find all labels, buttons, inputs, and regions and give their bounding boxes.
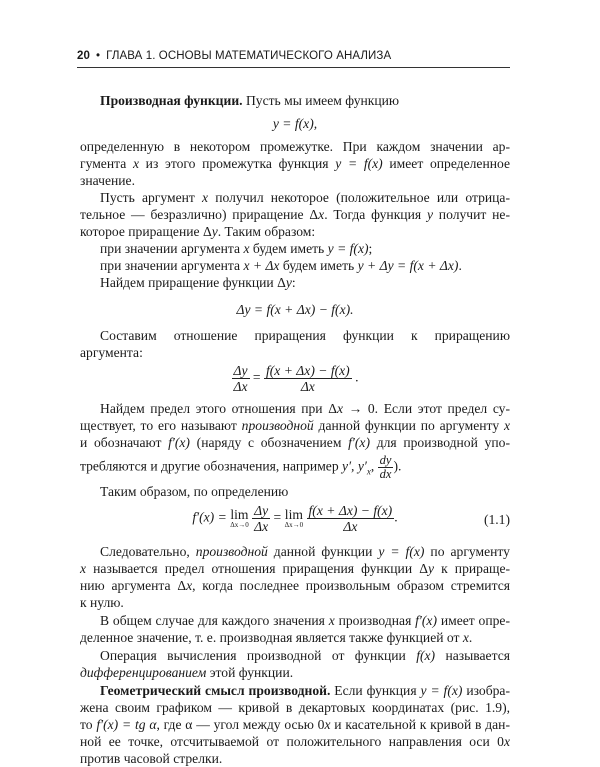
paragraph-line: при значении аргумента x будем иметь y = f(x);	[100, 241, 373, 256]
paragraph-line: жена своим графиком — кривой в декартовых координатах (рис. 1.9),	[80, 700, 510, 715]
term-differentiation: дифференцированием	[80, 665, 207, 680]
header-bullet: •	[96, 50, 101, 62]
paragraph-line: то f′(x) = tg α, где α — угол между осью 0x и касательной к кривой в дан-	[80, 717, 510, 732]
paragraph-line: требляются и другие обозначения, например y′, $y'_x$, $\frac{dy}{dx}$ ).	[80, 453, 402, 481]
paragraph-line: аргумента:	[80, 345, 143, 360]
paragraph-line: ной ее точке, отсчитываемой от положительного направления оси 0x	[80, 734, 510, 749]
paragraph-line: которое приращение Δy. Таким образом:	[80, 224, 316, 239]
paragraph-line: Составим отношение приращения функции к приращению	[100, 328, 510, 343]
paragraph-line: тельное — безразлично) приращение Δx. Тогда функция y получит не-	[80, 207, 510, 222]
paragraph-line: Найдем приращение функции Δy:	[100, 275, 296, 290]
paragraph-line: x называется предел отношения приращения функции Δy к прираще-	[80, 561, 511, 576]
paragraph-line: В общем случае для каждого значения x производная f′(x) имеет опре-	[100, 613, 510, 628]
page-number: 20	[77, 50, 90, 62]
paragraph-line: дифференцированием этой функции.	[80, 665, 294, 680]
term-derivative: производной	[241, 418, 314, 433]
paragraph-line: Пусть аргумент x получил некоторое (положительное или отрица-	[100, 190, 510, 205]
equation-ratio: $\frac{\Delta y}{\Delta x}$ = $\frac{f(x + \Delta x) - f(x)}{\Delta x}$ .	[233, 363, 359, 394]
paragraph-line: гумента x из этого промежутка функция y = f(x) имеет определенное	[80, 156, 510, 171]
paragraph-line: к нулю.	[80, 595, 124, 610]
paragraph-line: Найдем предел этого отношения при Δx → 0. Если этот предел су-	[100, 401, 510, 416]
paragraph-line: определенную в некотором промежутке. При каждом значении ар-	[80, 139, 510, 154]
equation-y-fx: y = f(x),	[272, 116, 318, 131]
equation-number: (1.1)	[483, 512, 510, 527]
header-rule	[77, 67, 510, 68]
paragraph-line: против часовой стрелки.	[80, 751, 223, 766]
paragraph-line: деленное значение, т. е. производная является также функцией от x.	[80, 630, 473, 645]
paragraph-line: Геометрический смысл производной. Если функция y = f(x) изобра-	[100, 683, 510, 698]
running-header	[77, 50, 510, 62]
section-heading: Производная функции.	[100, 93, 243, 108]
section-heading-line: Производная функции. Пусть мы имеем функцию	[100, 93, 400, 108]
paragraph-line: Операция вычисления производной от функции f(x) называется	[100, 648, 510, 663]
equation-derivative-definition: f′(x) = lim Δx→0 $\frac{\Delta y}{\Delta x}$ = lim Δx→0 $\frac{f(x + \Delta x) - f(x)}{\Delta x}$ .	[192, 503, 398, 534]
paragraph-line: и обозначают f′(x) (наряду с обозначением f′(x) для производной упо-	[80, 435, 510, 450]
paragraph-line: ществует, то его называют производной данной функции по аргументу x	[80, 418, 510, 433]
section-heading: Геометрический смысл производной.	[100, 683, 331, 698]
equation-delta-y: Δy = f(x + Δx) − f(x).	[236, 302, 354, 317]
paragraph-line: значение.	[80, 173, 135, 188]
paragraph-line: нию аргумента Δx, когда последнее произвольным образом стремится	[80, 578, 510, 593]
term-derivative: производной	[195, 544, 268, 559]
paragraph-line: при значении аргумента x + Δx будем иметь y + Δy = f(x + Δx).	[100, 258, 462, 273]
paragraph-line: Таким образом, по определению	[100, 484, 289, 499]
chapter-title: ГЛАВА 1. ОСНОВЫ МАТЕМАТИЧЕСКОГО АНАЛИЗА	[106, 50, 392, 62]
paragraph-line: Следовательно, производной данной функции y = f(x) по аргументу	[100, 544, 510, 559]
